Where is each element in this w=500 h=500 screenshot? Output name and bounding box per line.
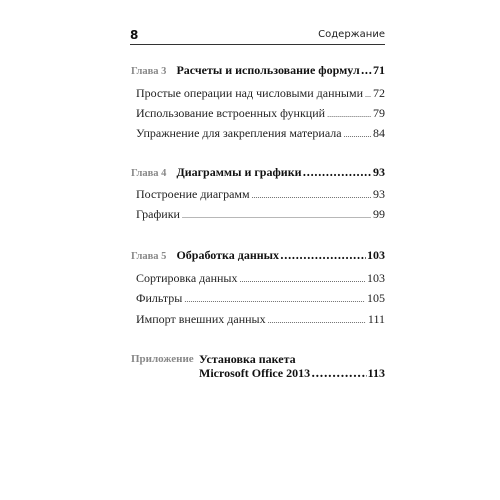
- dot-leader: [280, 249, 366, 262]
- toc-item[interactable]: [136, 86, 385, 101]
- toc-item[interactable]: [136, 271, 385, 286]
- dot-leader: [361, 64, 372, 77]
- dot-leader: [182, 211, 371, 220]
- toc-item-page: 84: [373, 126, 385, 140]
- toc-appendix[interactable]: [199, 366, 385, 381]
- chapter-label: Глава 5: [131, 251, 167, 262]
- toc-item-page: 111: [367, 312, 385, 326]
- toc-item-title: Фильтры: [136, 291, 183, 305]
- toc-item-title: Импорт внешних данных: [136, 312, 266, 326]
- appendix-page-number: 113: [367, 366, 385, 380]
- toc-item-title: Построение диаграмм: [136, 187, 250, 201]
- chapter-title: Диаграммы и графики: [176, 165, 302, 179]
- toc-item[interactable]: [136, 126, 385, 141]
- toc-item-page: 72: [373, 86, 385, 100]
- dot-leader: [365, 90, 371, 99]
- toc-item[interactable]: [136, 312, 385, 327]
- running-header: [130, 28, 385, 45]
- dot-leader: [184, 295, 365, 304]
- appendix-title-line1[interactable]: Установка пакета: [199, 352, 296, 366]
- dot-leader: [303, 166, 372, 179]
- chapter-page-number: 93: [373, 165, 385, 179]
- dot-leader: [240, 275, 366, 284]
- dot-leader: [344, 130, 371, 139]
- chapter-page-number: 103: [367, 248, 385, 262]
- page-number: 8: [130, 28, 139, 42]
- chapter-label: Глава 3: [131, 66, 167, 77]
- toc-item-page: 99: [373, 207, 385, 221]
- toc-item[interactable]: [136, 187, 385, 202]
- dot-leader: [311, 366, 367, 380]
- appendix-title-line2: Microsoft Office 2013: [199, 366, 311, 380]
- toc-item-title: Использование встроенных функций: [136, 106, 326, 120]
- toc-item[interactable]: [136, 291, 385, 306]
- toc-item-title: Графики: [136, 207, 180, 221]
- toc-item-page: 79: [373, 106, 385, 120]
- dot-leader: [252, 191, 371, 200]
- dot-leader: [268, 316, 366, 325]
- toc-item-page: 105: [367, 291, 385, 305]
- chapter-label: Глава 4: [131, 168, 167, 179]
- running-section-title: Содержание: [318, 29, 385, 40]
- toc-chapter-5[interactable]: [131, 248, 385, 263]
- chapter-page-number: 71: [373, 63, 385, 77]
- appendix-label: Приложение: [131, 353, 194, 365]
- chapter-title: Обработка данных: [176, 248, 280, 262]
- toc-chapter-3[interactable]: [131, 63, 385, 78]
- toc-item-page: 103: [367, 271, 385, 285]
- toc-item-title: Упражнение для закрепления материала: [136, 126, 342, 140]
- dot-leader: [327, 110, 371, 119]
- toc-item-title: Сортировка данных: [136, 271, 238, 285]
- toc-item[interactable]: [136, 207, 385, 222]
- chapter-title: Расчеты и использование формул: [176, 63, 360, 77]
- toc-item-title: Простые операции над числовыми данными: [136, 86, 363, 100]
- toc-item[interactable]: [136, 106, 385, 121]
- toc-chapter-4[interactable]: [131, 165, 385, 180]
- toc-item-page: 93: [373, 187, 385, 201]
